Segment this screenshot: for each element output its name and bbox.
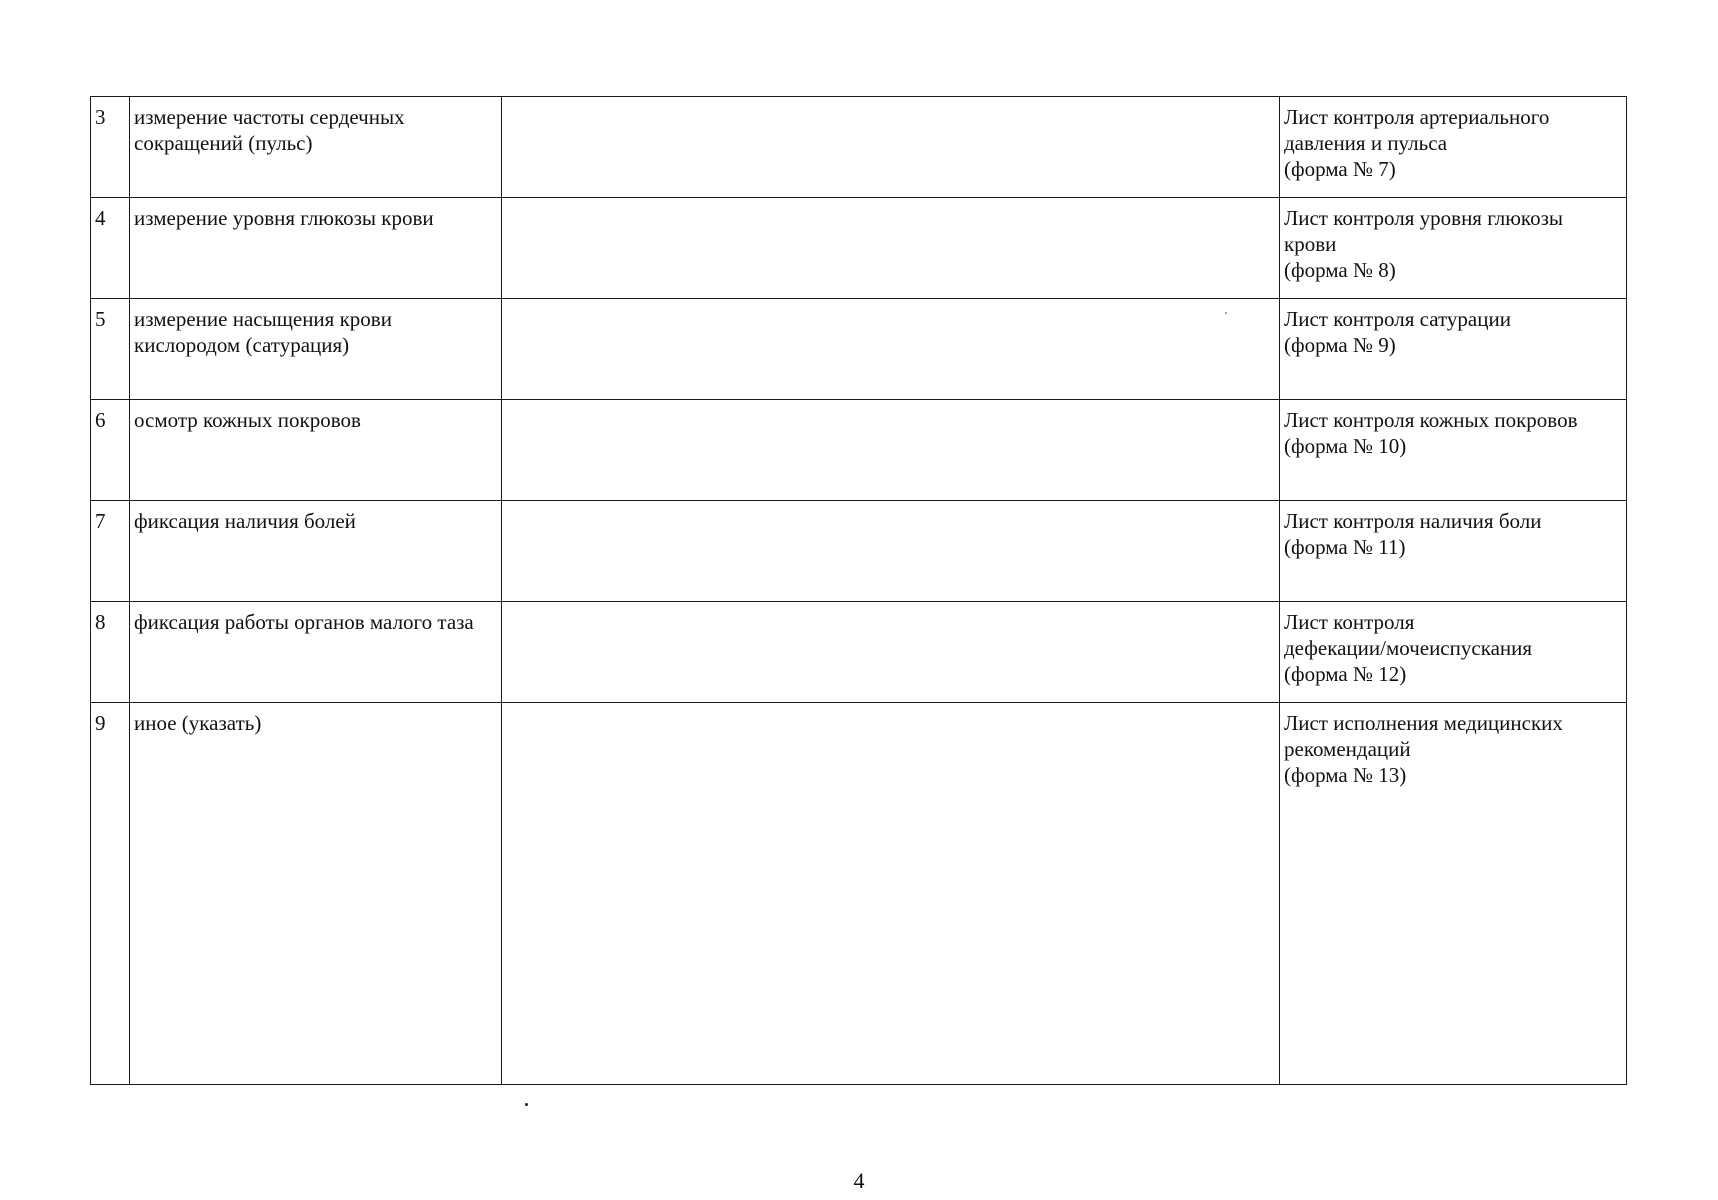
- form-reference-cell: [1280, 97, 1627, 198]
- entry-cell[interactable]: [502, 703, 1280, 1085]
- page-number: 4: [853, 1168, 865, 1193]
- form-reference-line: Лист контроля артериального: [1284, 105, 1550, 129]
- table-row: [91, 299, 1627, 400]
- form-reference-line: Лист контроля: [1284, 610, 1415, 634]
- table-row: [91, 97, 1627, 198]
- row-number: 4: [91, 198, 130, 299]
- form-reference-line: крови: [1284, 232, 1337, 256]
- row-number: 6: [91, 400, 130, 501]
- entry-cell[interactable]: [502, 501, 1280, 602]
- form-reference-line: (форма № 7): [1284, 157, 1396, 181]
- form-reference-line: (форма № 8): [1284, 258, 1396, 282]
- entry-cell[interactable]: [502, 400, 1280, 501]
- row-number: 8: [91, 602, 130, 703]
- row-number: 3: [91, 97, 130, 198]
- action-cell: фиксация работы органов малого таза: [130, 602, 502, 703]
- table-row: [91, 501, 1627, 602]
- form-reference-line: (форма № 11): [1284, 535, 1406, 559]
- action-cell: фиксация наличия болей: [130, 501, 502, 602]
- entry-cell[interactable]: [502, 198, 1280, 299]
- form-reference-line: Лист контроля наличия боли: [1284, 509, 1542, 533]
- table-row: [91, 703, 1627, 1085]
- table-row: [91, 400, 1627, 501]
- scan-speck: [525, 1103, 528, 1106]
- form-reference-line: (форма № 10): [1284, 434, 1407, 458]
- form-reference-line: (форма № 12): [1284, 662, 1407, 686]
- row-number: 7: [91, 501, 130, 602]
- form-reference-line: Лист контроля сатурации: [1284, 307, 1511, 331]
- entry-cell[interactable]: [502, 97, 1280, 198]
- scan-speck: [1225, 312, 1227, 314]
- care-monitoring-table: [90, 96, 1627, 1085]
- form-reference-line: (форма № 13): [1284, 763, 1407, 787]
- form-reference-cell: [1280, 299, 1627, 400]
- action-cell: измерение уровня глюкозы крови: [130, 198, 502, 299]
- action-cell: осмотр кожных покровов: [130, 400, 502, 501]
- form-reference-line: давления и пульса: [1284, 131, 1448, 155]
- table-row: [91, 602, 1627, 703]
- form-reference-line: Лист контроля уровня глюкозы: [1284, 206, 1563, 230]
- row-number: 9: [91, 703, 130, 1085]
- form-reference-cell: [1280, 501, 1627, 602]
- action-cell: измерение насыщения крови кислородом (сатурация): [130, 299, 502, 400]
- form-reference-cell: [1280, 400, 1627, 501]
- action-cell: измерение частоты сердечных сокращений (пульс): [130, 97, 502, 198]
- form-reference-line: (форма № 9): [1284, 333, 1396, 357]
- row-number: 5: [91, 299, 130, 400]
- entry-cell[interactable]: [502, 602, 1280, 703]
- table-row: [91, 198, 1627, 299]
- entry-cell[interactable]: [502, 299, 1280, 400]
- form-reference-cell: [1280, 602, 1627, 703]
- form-reference-line: Лист исполнения медицинских: [1284, 711, 1563, 735]
- form-reference-cell: [1280, 703, 1627, 1085]
- form-reference-cell: [1280, 198, 1627, 299]
- form-reference-line: рекомендаций: [1284, 737, 1411, 761]
- action-cell: иное (указать): [130, 703, 502, 1085]
- form-reference-line: Лист контроля кожных покровов: [1284, 408, 1578, 432]
- form-reference-line: дефекации/мочеиспускания: [1284, 636, 1533, 660]
